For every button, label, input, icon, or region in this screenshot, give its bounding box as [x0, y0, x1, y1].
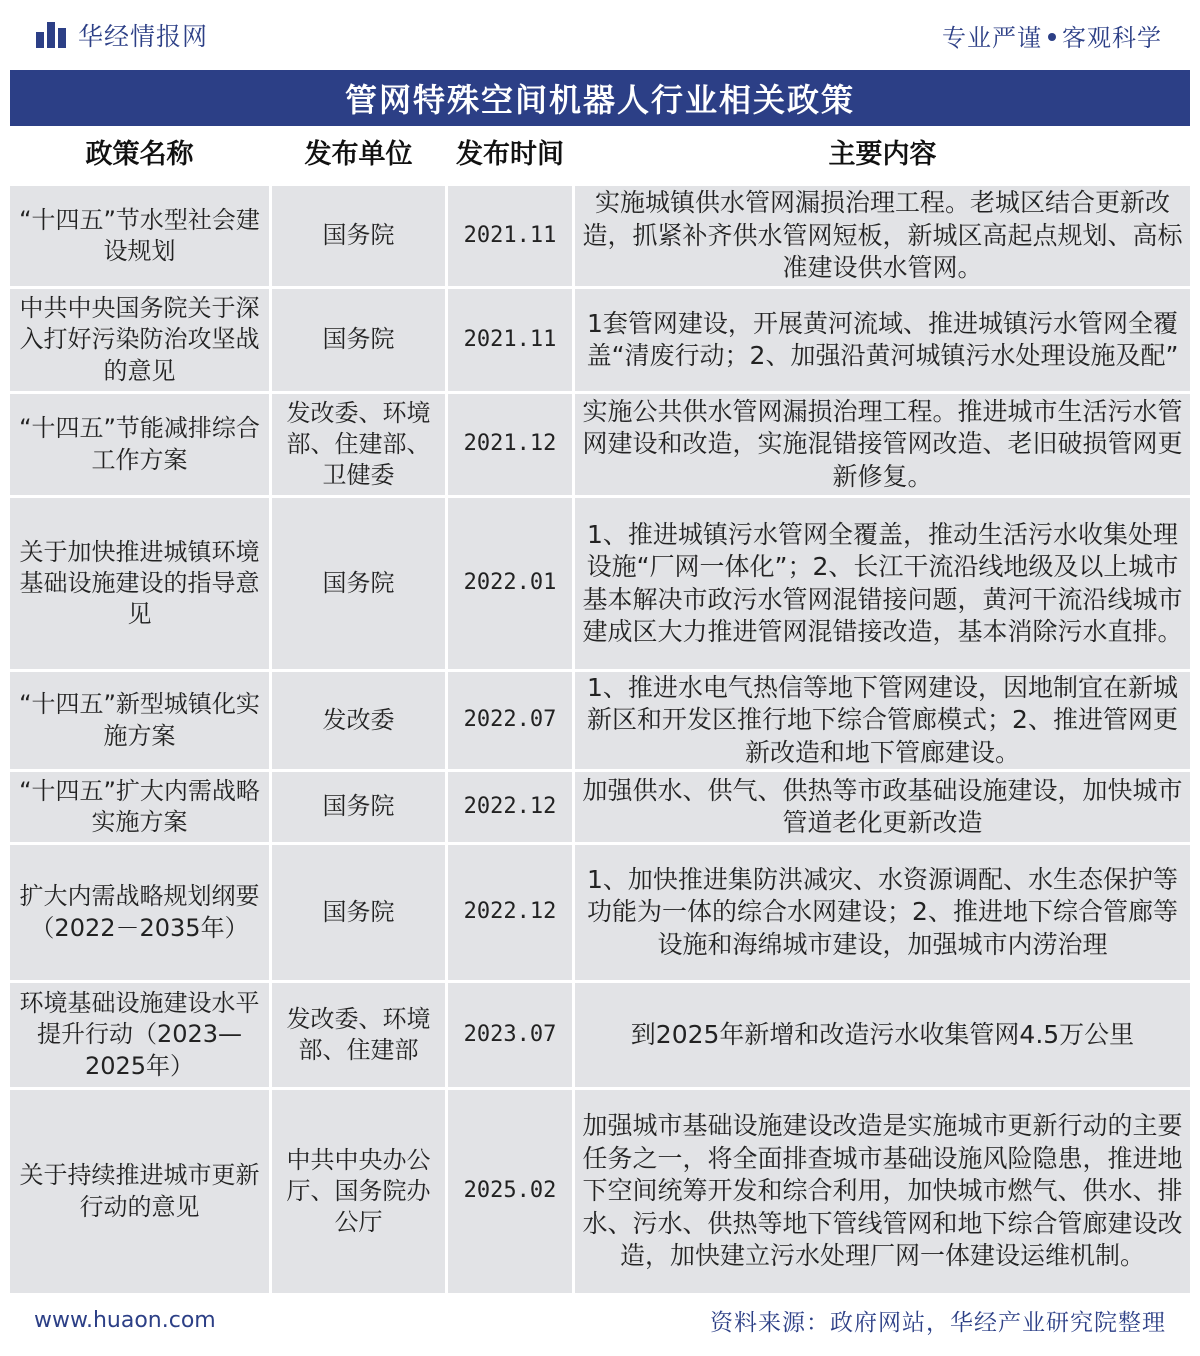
table-row	[10, 394, 1190, 498]
table-row	[10, 498, 1190, 672]
table-row	[10, 983, 1190, 1090]
policy-date: 2021.12	[448, 394, 575, 498]
policy-publisher: 国务院	[272, 186, 448, 289]
brand	[36, 17, 208, 53]
dot-separator-icon	[1048, 33, 1056, 41]
brand-name: 华经情报网	[78, 22, 209, 51]
policy-name: 关于持续推进城市更新行动的意见	[10, 1090, 272, 1296]
policy-publisher: 发改委、环境部、住建部、卫健委	[272, 394, 448, 498]
page-header	[0, 0, 1200, 70]
policy-date: 2021.11	[448, 186, 575, 289]
policy-content: 1、推进城镇污水管网全覆盖，推动生活污水收集处理设施“厂网一体化”；2、长江干流沿线地级及以上城市基本解决市政污水管网混错接问题，黄河干流沿线城市建成区大力推进管网混错接改造，基本消除污水直排。	[575, 498, 1190, 672]
policy-date: 2022.07	[448, 672, 575, 772]
policy-publisher: 国务院	[272, 772, 448, 845]
website-link[interactable]: www.huaon.com	[34, 1307, 216, 1333]
data-source-note: 资料来源：政府网站，华经产业研究院整理	[710, 1309, 1166, 1336]
column-header-content: 主要内容	[575, 126, 1190, 186]
policy-content: 实施公共供水管网漏损治理工程。推进城市生活污水管网建设和改造，实施混错接管网改造、老旧破损管网更新修复。	[575, 394, 1190, 498]
policy-name: “十四五”扩大内需战略实施方案	[10, 772, 272, 845]
page-footer	[0, 1296, 1200, 1344]
policy-name: 关于加快推进城镇环境基础设施建设的指导意见	[10, 498, 272, 672]
policy-name: 扩大内需战略规划纲要（2022－2035年）	[10, 845, 272, 983]
policy-content: 实施城镇供水管网漏损治理工程。老城区结合更新改造，抓紧补齐供水管网短板，新城区高起点规划、高标准建设供水管网。	[575, 186, 1190, 289]
policy-name: 环境基础设施建设水平提升行动（2023—2025年）	[10, 983, 272, 1090]
policy-date: 2025.02	[448, 1090, 575, 1296]
policy-publisher: 中共中央办公厅、国务院办公厅	[272, 1090, 448, 1296]
policy-name: 中共中央国务院关于深入打好污染防治攻坚战的意见	[10, 289, 272, 394]
policy-content: 加强供水、供气、供热等市政基础设施建设，加快城市管道老化更新改造	[575, 772, 1190, 845]
policy-date: 2022.01	[448, 498, 575, 672]
table-row	[10, 186, 1190, 289]
table-row	[10, 289, 1190, 394]
policy-publisher: 国务院	[272, 498, 448, 672]
policy-publisher: 国务院	[272, 845, 448, 983]
slogan-right: 客观科学	[1062, 23, 1162, 52]
policy-table	[10, 126, 1190, 1296]
column-header-date: 发布时间	[448, 126, 575, 186]
policy-content: 加强城市基础设施建设改造是实施城市更新行动的主要任务之一，将全面排查城市基础设施风险隐患，推进地下空间统筹开发和综合利用，加快城市燃气、供水、排水、污水、供热等地下管线管网和地下综合管廊建设改造，加快建立污水处理厂网一体建设运维机制。	[575, 1090, 1190, 1296]
policy-name: “十四五”节能减排综合工作方案	[10, 394, 272, 498]
slogan-left: 专业严谨	[942, 23, 1042, 52]
column-header-publisher: 发布单位	[272, 126, 448, 186]
policy-publisher: 发改委、环境部、住建部	[272, 983, 448, 1090]
table-header-row	[10, 126, 1190, 186]
table-row	[10, 772, 1190, 845]
policy-date: 2022.12	[448, 772, 575, 845]
policy-publisher: 发改委	[272, 672, 448, 772]
table-title: 管网特殊空间机器人行业相关政策	[10, 70, 1190, 126]
policy-date: 2021.11	[448, 289, 575, 394]
slogan	[942, 18, 1162, 53]
policy-name: “十四五”新型城镇化实施方案	[10, 672, 272, 772]
policy-name: “十四五”节水型社会建设规划	[10, 186, 272, 289]
policy-publisher: 国务院	[272, 289, 448, 394]
table-body	[10, 186, 1190, 1296]
table-row	[10, 845, 1190, 983]
policy-content: 1、加快推进集防洪减灾、水资源调配、水生态保护等功能为一体的综合水网建设；2、推进地下综合管廊等设施和海绵城市建设，加强城市内涝治理	[575, 845, 1190, 983]
policy-date: 2022.12	[448, 845, 575, 983]
policy-content: 1、推进水电气热信等地下管网建设，因地制宜在新城新区和开发区推行地下综合管廊模式；2、推进管网更新改造和地下管廊建设。	[575, 672, 1190, 772]
table-row	[10, 1090, 1190, 1296]
policy-date: 2023.07	[448, 983, 575, 1090]
table-row	[10, 672, 1190, 772]
brand-logo-icon	[36, 22, 66, 48]
column-header-name: 政策名称	[10, 126, 272, 186]
policy-content: 1套管网建设，开展黄河流域、推进城镇污水管网全覆盖“清废行动；2、加强沿黄河城镇污水处理设施及配”	[575, 289, 1190, 394]
policy-content: 到2025年新增和改造污水收集管网4.5万公里	[575, 983, 1190, 1090]
